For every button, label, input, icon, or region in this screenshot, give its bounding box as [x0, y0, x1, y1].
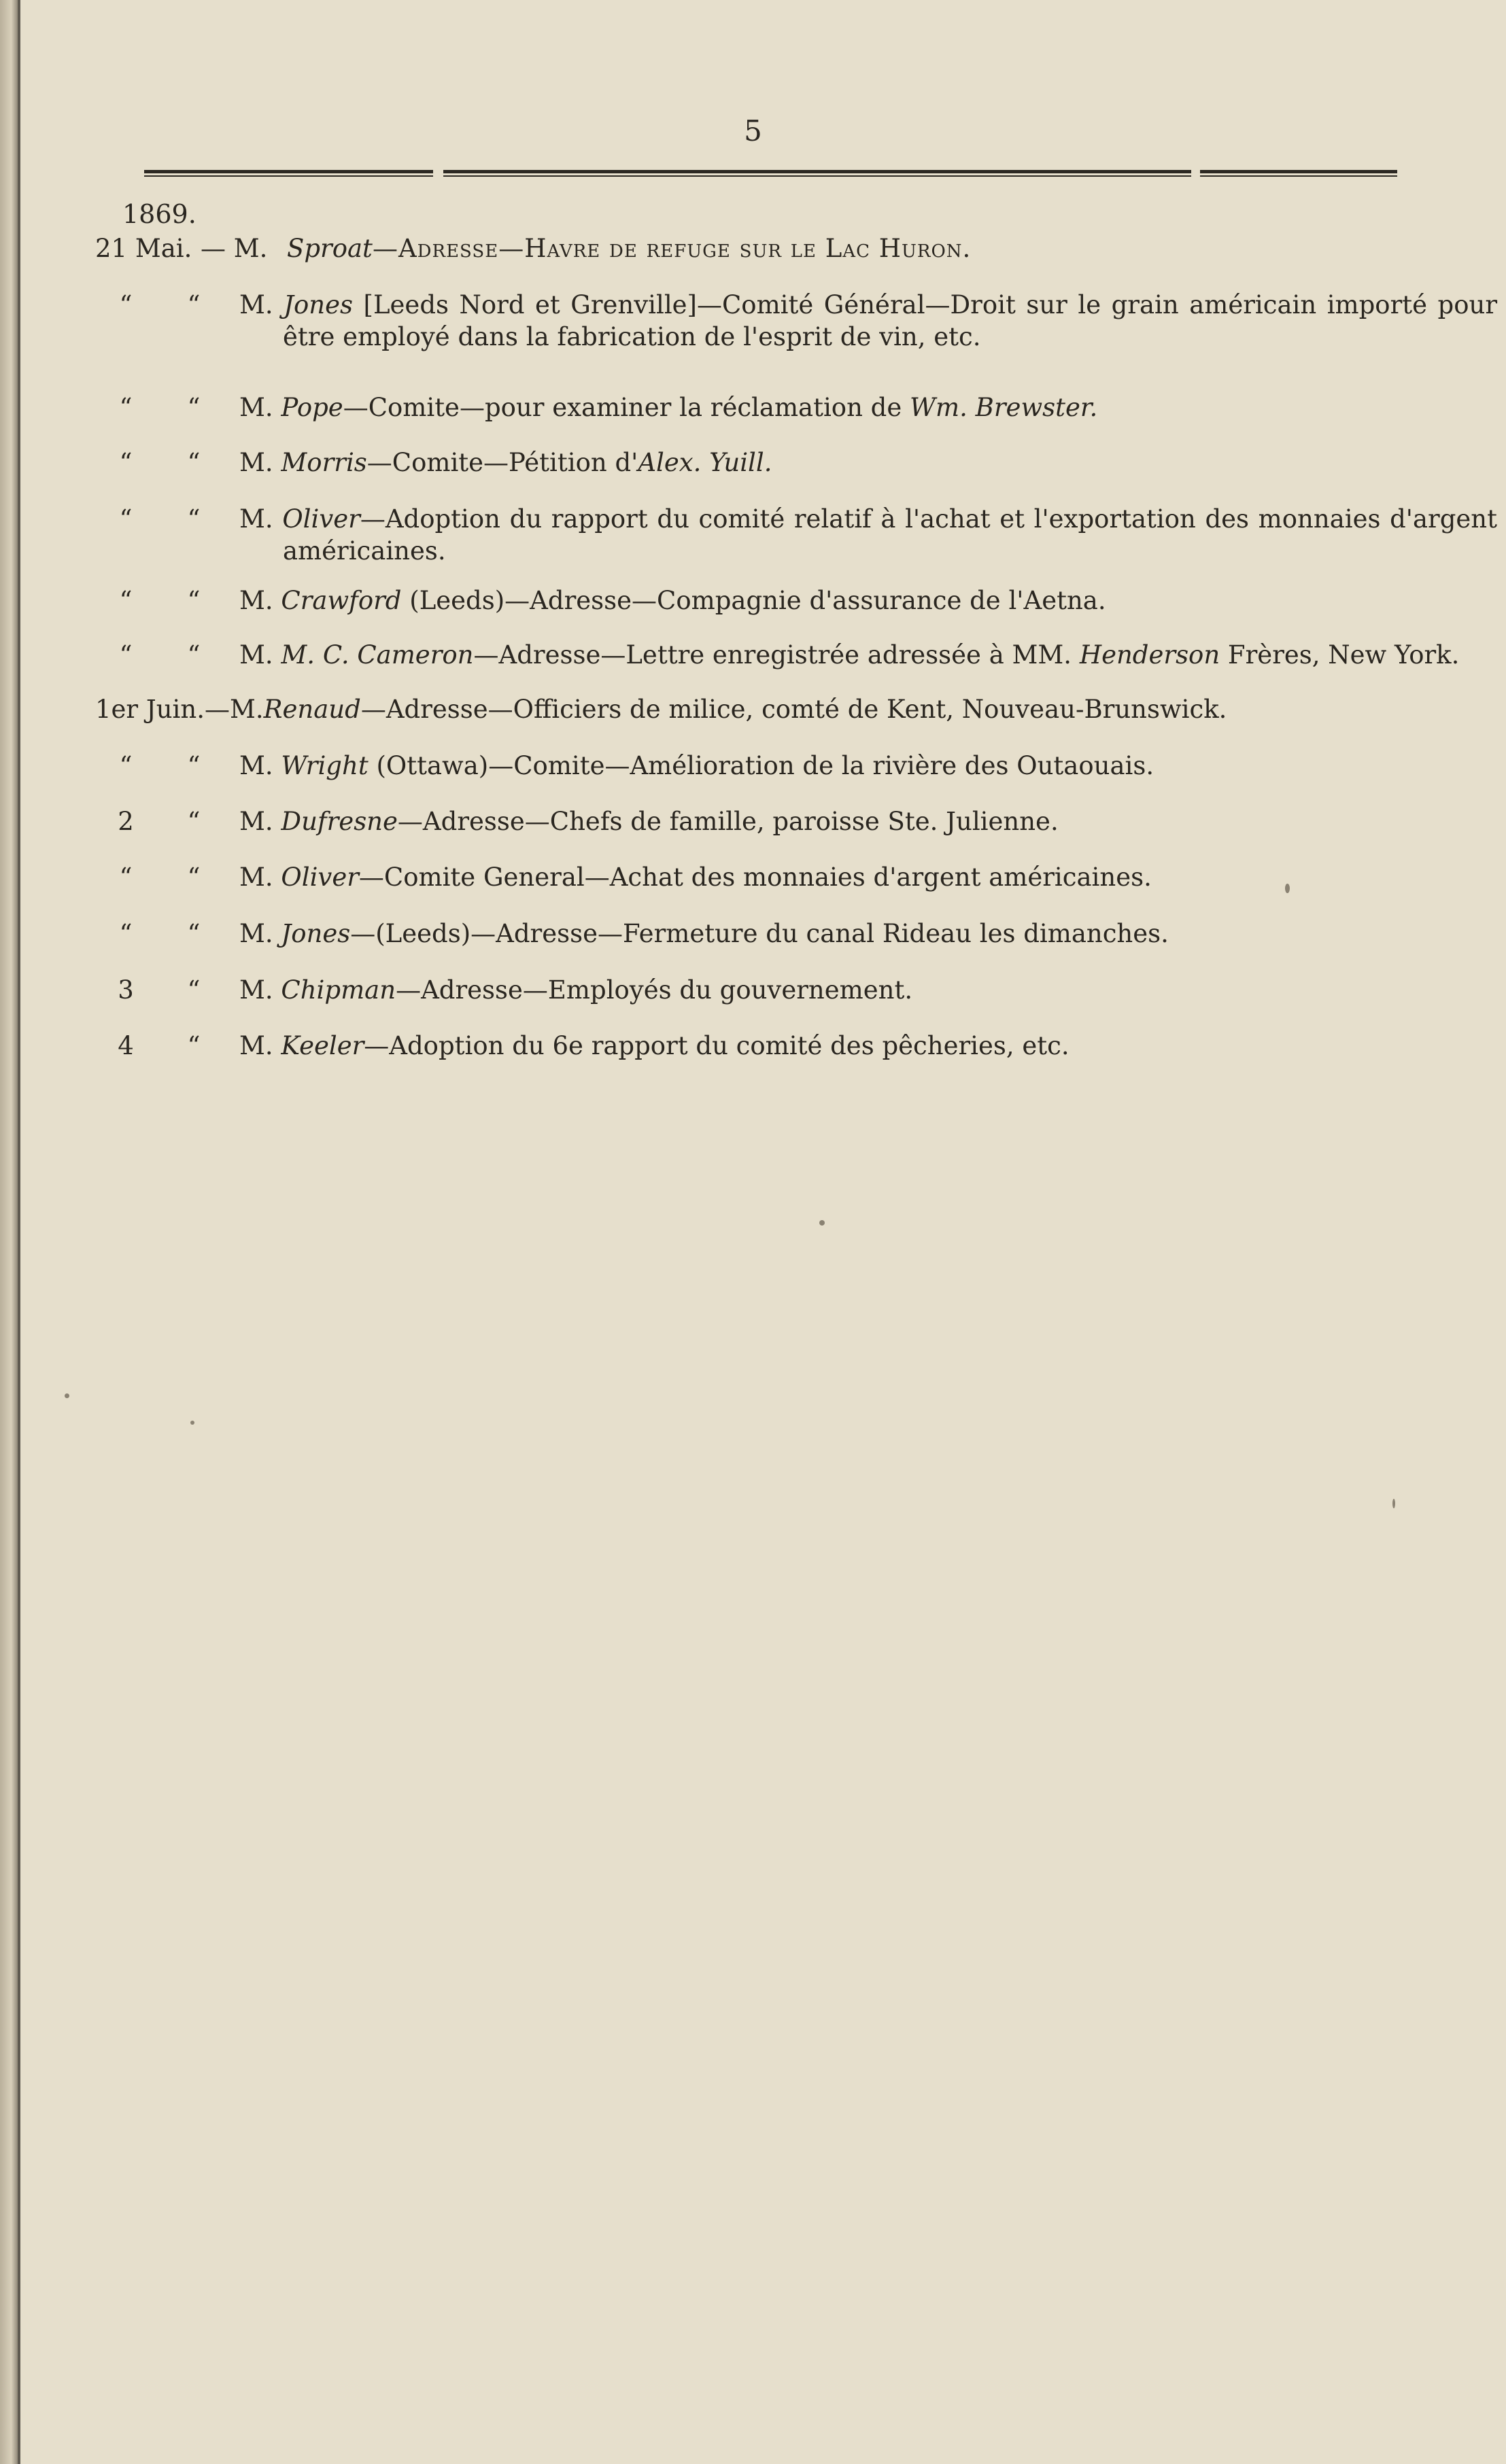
- entry-text: —Adresse—Officiers de milice, comté de Kent, Nouveau-Brunswick.: [360, 695, 1227, 724]
- entry-prefix: M.: [239, 504, 273, 534]
- entry-date: “: [119, 751, 133, 780]
- entry-prefix: — M.: [201, 234, 268, 263]
- journal-entry: [95, 805, 1407, 837]
- header-rule: [1200, 170, 1397, 173]
- entry-person: Henderson: [1079, 640, 1220, 670]
- document-page: [20, 0, 1506, 2464]
- entry-ditto: “: [187, 586, 201, 615]
- paper-speck: [190, 1421, 194, 1425]
- journal-entry: [95, 503, 1498, 571]
- entry-ditto: “: [187, 919, 201, 948]
- entry-text: —(Leeds)—Adresse—Fermeture du canal Rideau les dimanches.: [350, 919, 1169, 948]
- entry-date: “: [119, 863, 133, 892]
- entry-date: “: [119, 586, 133, 615]
- journal-entry: [95, 861, 1407, 893]
- header-rule: [144, 175, 433, 177]
- entry-text-continued: être employé dans la fabrication de l'esprit de vin, etc.: [283, 322, 981, 351]
- journal-entry: [95, 392, 1407, 423]
- entry-prefix: M.: [239, 919, 273, 948]
- entry-text-continued: américaines.: [283, 536, 446, 566]
- journal-entry: [95, 974, 1407, 1006]
- entry-person: Wm. Brewster.: [910, 393, 1098, 422]
- journal-entry: [95, 447, 1407, 479]
- entry-ditto: “: [187, 393, 201, 422]
- entry-text: (Ottawa)—Comite—Amélioration de la rivière des Outaouais.: [368, 751, 1154, 780]
- paper-speck: [65, 1393, 69, 1398]
- year-heading: 1869.: [122, 199, 196, 229]
- entry-date: 2: [118, 807, 134, 836]
- entry-text-tail: Frères, New York.: [1220, 640, 1460, 670]
- entry-prefix: M.: [239, 290, 273, 319]
- entry-ditto: “: [187, 640, 201, 670]
- journal-entry: [95, 693, 1407, 725]
- entry-text: [Leeds Nord et Grenville]—Comité Général—Droit sur le grain américain importé pour: [363, 290, 1498, 319]
- entry-ditto: “: [187, 448, 201, 477]
- journal-entry: [95, 289, 1498, 357]
- header-rule: [443, 170, 1191, 173]
- entry-prefix: M.: [239, 586, 273, 615]
- entry-date: “: [119, 448, 133, 477]
- page-number: 5: [744, 114, 762, 148]
- entry-date: “: [119, 919, 133, 948]
- entry-person: Alex. Yuill.: [638, 448, 772, 477]
- entry-ditto: “: [187, 504, 201, 534]
- header-rule: [1200, 175, 1397, 177]
- journal-entry: [95, 1030, 1407, 1062]
- entry-date: “: [119, 290, 133, 319]
- member-name: Jones: [284, 290, 353, 319]
- entry-text: —Adoption du rapport du comité relatif à l'achat et l'exportation des monnaies d'argent: [360, 504, 1498, 534]
- entry-ditto: “: [187, 975, 201, 1005]
- entry-text: —Adresse—Employés du gouvernement.: [396, 975, 913, 1005]
- entry-prefix: M.: [239, 975, 273, 1005]
- entry-prefix: M.: [239, 863, 273, 892]
- member-name: M. C. Cameron: [281, 640, 474, 670]
- entry-prefix: M.: [239, 1031, 273, 1060]
- member-name: Renaud: [263, 695, 361, 724]
- entry-prefix: —M.: [204, 695, 264, 724]
- entry-ditto: “: [187, 863, 201, 892]
- entry-text: —Adresse—Chefs de famille, paroisse Ste. Julienne.: [397, 807, 1059, 836]
- entry-prefix: M.: [239, 807, 273, 836]
- entry-text: —Comite—Pétition d': [366, 448, 638, 477]
- entry-ditto: “: [187, 807, 201, 836]
- member-name: Keeler: [281, 1031, 364, 1060]
- member-name: Pope: [281, 393, 343, 422]
- member-name: Morris: [281, 448, 367, 477]
- entry-date: “: [119, 504, 133, 534]
- entry-prefix: M.: [239, 448, 273, 477]
- entry-text: —Comite General—Achat des monnaies d'argent américaines.: [358, 863, 1152, 892]
- entry-prefix: M.: [239, 751, 273, 780]
- entry-ditto: “: [187, 290, 201, 319]
- entry-date: 3: [118, 975, 134, 1005]
- entry-date: 21 Mai.: [95, 234, 192, 263]
- entry-text: —Comite—pour examiner la réclamation de: [343, 393, 910, 422]
- journal-entry: [95, 750, 1407, 782]
- journal-entry: [95, 585, 1407, 617]
- entry-date: 1er Juin.: [95, 695, 205, 724]
- member-name: Sproat: [287, 234, 373, 263]
- journal-entry: [95, 232, 1407, 264]
- entry-date: “: [119, 393, 133, 422]
- entry-prefix: M.: [239, 393, 273, 422]
- member-name: Wright: [281, 751, 369, 780]
- entry-prefix: M.: [239, 640, 273, 670]
- entry-text: —Adoption du 6e rapport du comité des pêcheries, etc.: [364, 1031, 1069, 1060]
- paper-speck: [819, 1220, 825, 1226]
- member-name: Dufresne: [281, 807, 398, 836]
- entry-date: “: [119, 640, 133, 670]
- entry-date: 4: [118, 1031, 134, 1060]
- member-name: Crawford: [281, 586, 402, 615]
- entry-text: —Adresse—Lettre enregistrée adressée à MM.: [473, 640, 1080, 670]
- member-name: Oliver: [281, 863, 359, 892]
- journal-entry: [95, 918, 1407, 950]
- entry-ditto: “: [187, 751, 201, 780]
- member-name: Jones: [281, 919, 351, 948]
- member-name: Oliver: [282, 504, 360, 534]
- entry-ditto: “: [187, 1031, 201, 1060]
- entry-text: —Adresse—Havre de refuge sur le Lac Huron.: [372, 234, 972, 263]
- paper-speck: [1392, 1499, 1395, 1508]
- journal-entry: [95, 639, 1460, 671]
- header-rule: [144, 170, 433, 173]
- header-rule: [443, 175, 1191, 177]
- entry-text: (Leeds)—Adresse—Compagnie d'assurance de l'Aetna.: [401, 586, 1106, 615]
- paper-speck: [1285, 884, 1290, 893]
- member-name: Chipman: [281, 975, 396, 1005]
